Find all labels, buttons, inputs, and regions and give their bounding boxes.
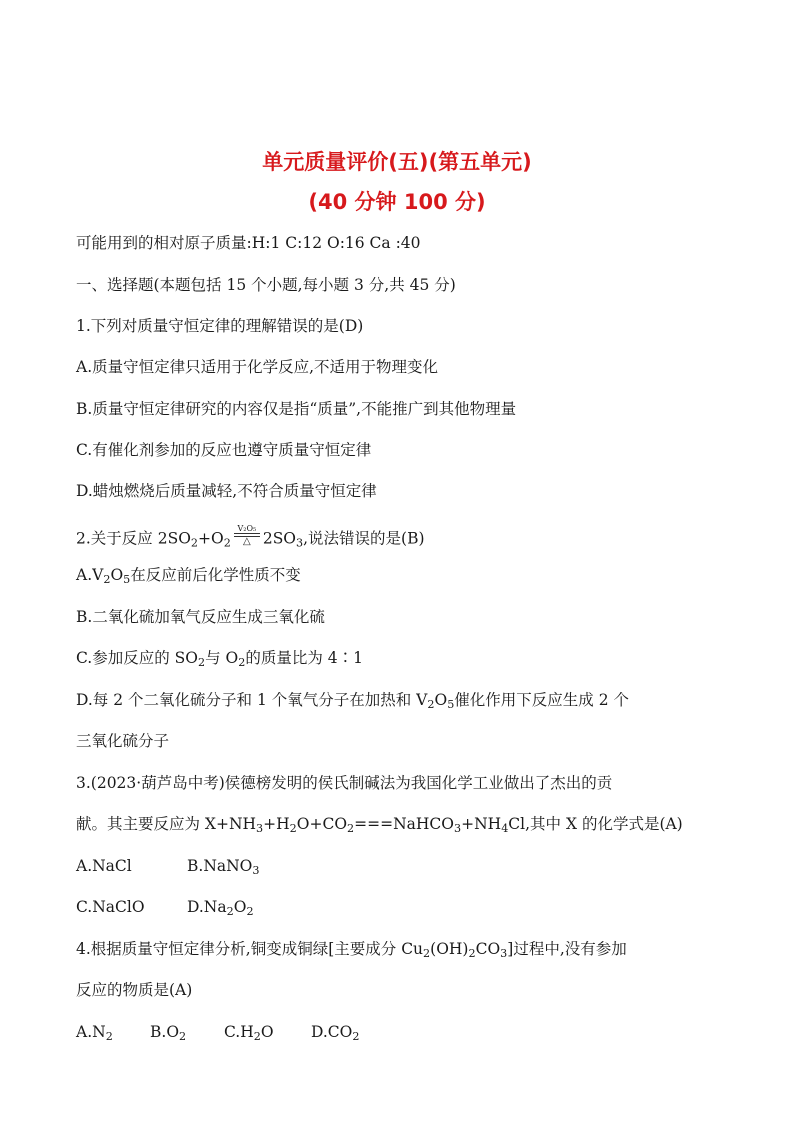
q4-option-a: $A.N_2$ <box>76 1023 113 1044</box>
q4-stem-line1: 4.根据质量守恒定律分析,铜变成铜绿[主要成分 $Cu_2(OH)_2CO_3$]过程中,没有参加 <box>76 940 627 961</box>
q2-option-c: C.参加反应的 $SO_2$与 $O_2$的质量比为 4∶1 <box>76 649 364 670</box>
q3-options-row2 <box>76 897 254 922</box>
q4-stem-line2: 反应的物质是(A) <box>76 981 193 999</box>
q2-option-d-continued: 三氧化硫分子 <box>76 732 170 750</box>
q3-option-a: A.NaCl <box>76 857 132 875</box>
section-header: 一、选择题(本题包括 15 个小题,每小题 3 分,共 45 分) <box>76 276 456 294</box>
catalyst-label: V₂O₅ <box>237 524 257 533</box>
q3-options-row1 <box>76 856 260 881</box>
q1-option-a: A.质量守恒定律只适用于化学反应,不适用于物理变化 <box>76 358 439 376</box>
q1-option-d: D.蜡烛燃烧后质量减轻,不符合质量守恒定律 <box>76 482 377 500</box>
q4-options <box>76 1022 359 1047</box>
q3-option-c: C.NaClO <box>76 898 145 916</box>
q1-stem: 1.下列对质量守恒定律的理解错误的是(D) <box>76 317 364 335</box>
q4-option-c: $C.H_2O$ <box>224 1023 274 1044</box>
page-subtitle: (40 分钟 100 分) <box>308 190 486 214</box>
q2-stem-product: 2SO <box>262 529 297 548</box>
reaction-condition <box>234 524 260 547</box>
q1-option-b: B.质量守恒定律研究的内容仅是指“质量”,不能推广到其他物理量 <box>76 400 517 418</box>
heat-icon: △ <box>242 536 251 547</box>
q1-option-c: C.有催化剂参加的反应也遵守质量守恒定律 <box>76 441 372 459</box>
q2-stem-suffix: ,说法错误的是(B) <box>303 529 425 548</box>
q2-option-d: D.每 2 个二氧化硫分子和 1 个氧气分子在加热和 $V_2O_5$催化作用下反应生成 2 个 <box>76 691 630 712</box>
q3-stem-line1: 3.(2023·葫芦岛中考)侯德榜发明的侯氏制碱法为我国化学工业做出了杰出的贡 <box>76 774 613 792</box>
q4-option-d: $D.CO_2$ <box>311 1023 360 1044</box>
q2-stem-prefix: 2.关于反应 2SO <box>76 529 191 548</box>
q2-stem-mid: +O <box>198 529 224 548</box>
q2-stem: 2.关于反应 $2SO_2+O_2$ V₂O₅ △ $2SO_3$,说法错误的是(B) <box>76 524 425 550</box>
q2-option-b: B.二氧化硫加氧气反应生成三氧化硫 <box>76 608 325 626</box>
q2-option-a: $A.V_2O_5$在反应前后化学性质不变 <box>76 566 301 587</box>
q3-stem-line2: 献。其主要反应为 $X+NH_3+H_2O+CO_2===NaHCO_3+NH_4Cl$,其中 X 的化学式是(A) <box>76 815 683 836</box>
atomic-masses: 可能用到的相对原子质量:H:1 C:12 O:16 Ca :40 <box>76 234 421 252</box>
q4-option-b: $B.O_2$ <box>150 1023 187 1044</box>
q3-option-b: B.NaNO$_3$ <box>187 857 260 878</box>
page-title: 单元质量评价(五)(第五单元) <box>262 150 532 174</box>
q3-option-d: $D.Na_2O_2$ <box>187 898 254 919</box>
